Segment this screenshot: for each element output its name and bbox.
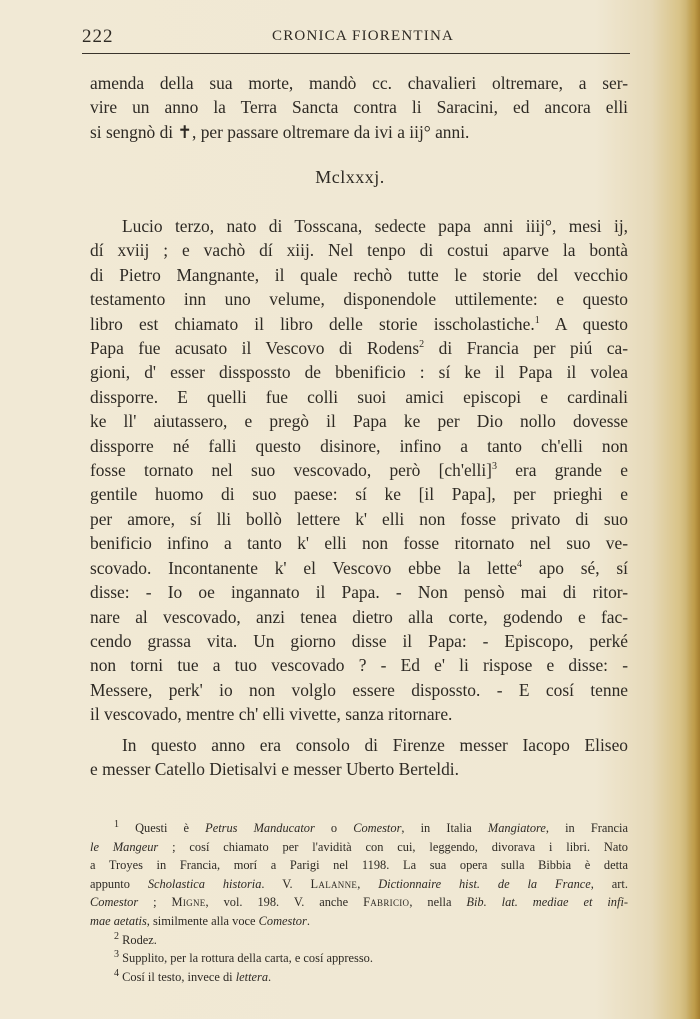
text-segment: era grande e bbox=[496, 460, 628, 481]
footnote-text: Fabricio bbox=[363, 895, 410, 910]
text-line bbox=[90, 336, 628, 360]
footnote-text: Rodez. bbox=[122, 932, 157, 947]
footnote-text: Comestor bbox=[90, 895, 139, 910]
text-line bbox=[90, 312, 628, 336]
text-line: si sengnò di ✝, per passare oltremare da ivi a iij° anni. bbox=[90, 121, 470, 142]
text-line: Messere, perk' io non volglo essere dispossto. - E cosí tenne bbox=[90, 679, 628, 700]
text-line: il vescovado, mentre ch' elli vivette, sanza ritornare. bbox=[90, 704, 453, 725]
footnote-text: Dictionnaire hist. de la France bbox=[378, 876, 591, 891]
footnote-text: Supplito, per la rottura della carta, e cosí appresso. bbox=[122, 951, 373, 966]
text-line: non torni tue a tuo vescovado ? - Ed e' li rispose e disse: - bbox=[90, 655, 628, 676]
footnote-text: Questi è bbox=[135, 821, 206, 835]
footnote-text: Lalanne bbox=[310, 876, 358, 891]
footnote-2-line bbox=[90, 931, 628, 950]
text-line: cendo grassa vita. Un giorno disse il Papa: - Episcopo, perké bbox=[90, 630, 628, 651]
footnote-text: , in Francia bbox=[545, 821, 628, 835]
footnote-number: 3 bbox=[114, 949, 119, 961]
text-line: amenda della sua morte, mandò cc. chavalieri oltremare, a ser- bbox=[90, 73, 628, 93]
text-line: dí xviij ; e vachò dí xiij. Nel tenpo di costui aparve la bontà bbox=[90, 240, 628, 261]
footnote-text: Bib. lat. mediae et infi- bbox=[466, 895, 629, 910]
footnote-text: . bbox=[306, 913, 310, 928]
footnote-text: Petrus Manducator bbox=[205, 821, 315, 835]
footnote-text: , nella bbox=[409, 895, 467, 910]
footnote-text: o bbox=[314, 821, 354, 835]
footnote-text: ; cosí chiamato per l'avidità con cui, leggendo, divorava i libri. Nato bbox=[158, 839, 629, 854]
text-line bbox=[90, 556, 628, 580]
text-segment: A questo bbox=[539, 313, 628, 334]
footnotes bbox=[90, 819, 628, 986]
footnote-text: , vol. 198. V. anche bbox=[205, 895, 364, 910]
text-line: Lucio terzo, nato di Tosscana, sedecte papa anni iiij°, mesi ij, bbox=[122, 216, 628, 236]
footnote-text: Scholastica historia bbox=[147, 876, 262, 891]
footnote-text: Migne bbox=[171, 895, 206, 910]
text-segment: Papa fue acusato il Vescovo di Rodens bbox=[90, 338, 420, 359]
year-heading: Mclxxxj. bbox=[315, 167, 385, 187]
text-segment: scovado. Incontanente k' el Vescovo ebbe la lette bbox=[90, 557, 518, 578]
footnote-marker[interactable]: 3 bbox=[491, 461, 497, 473]
footnote-1-line bbox=[90, 893, 628, 912]
footnote-text: . V. bbox=[261, 876, 311, 891]
footnote-text: Cosí il testo, invece di bbox=[122, 969, 236, 984]
footnote-text: le Mangeur bbox=[90, 839, 159, 854]
footnote-1-line: a Troyes in Francia, morí a Parigi nel 1198. La sua opera sulla Bibbia è detta bbox=[90, 858, 628, 873]
footnote-text: , in Italia bbox=[401, 821, 488, 835]
running-title: CRONICA FIORENTINA bbox=[272, 28, 455, 44]
footnote-text: Comestor bbox=[258, 913, 307, 928]
footnote-marker[interactable]: 2 bbox=[419, 339, 425, 351]
footnote-marker[interactable]: 1 bbox=[534, 314, 540, 326]
text-line: nare al vescovado, anzi tenea dietro alla corte, godendo e fac- bbox=[90, 606, 628, 627]
footnote-1-line bbox=[90, 838, 628, 857]
text-segment: apo sé, sí bbox=[522, 557, 628, 578]
footnote-text: ; bbox=[138, 895, 172, 910]
text-line: disse: - Io oe ingannato il Papa. - Non pensò mai di ritor- bbox=[90, 582, 628, 603]
footnote-4-line bbox=[90, 968, 628, 987]
footnote-text: , bbox=[357, 876, 379, 891]
text-line: per amore, sí lli bollò lettere k' elli non fosse privato di suo bbox=[90, 508, 628, 529]
text-block-continuation bbox=[90, 71, 628, 144]
text-line: benificio infino a tanto k' elli non fosse ritornato nel suo ve- bbox=[90, 533, 628, 554]
page-edge-shadow bbox=[686, 0, 700, 1019]
footnote-1-line bbox=[90, 875, 628, 894]
footnote-number: 4 bbox=[114, 967, 119, 979]
text-line: dissporre né falli questo disinore, infino a tanto ch'elli non bbox=[90, 435, 628, 456]
footnote-number: 1 bbox=[114, 818, 119, 830]
footnote-1-line bbox=[90, 912, 628, 931]
footnote-3-line bbox=[90, 949, 628, 968]
footnote-text: mae aetatis bbox=[90, 913, 147, 928]
footnote-number: 2 bbox=[114, 930, 119, 942]
header-rule bbox=[82, 53, 630, 54]
text-line: ke ll' aiutassero, e pregò il Papa ke per Dio nollo dovesse bbox=[90, 411, 628, 432]
text-line: e messer Catello Dietisalvi e messer Uberto Berteldi. bbox=[90, 759, 459, 780]
footnote-1-line bbox=[90, 819, 628, 838]
text-line: di Pietro Mangnante, il quale rechò tutte le storie del vecchio bbox=[90, 264, 628, 285]
text-segment: di Francia per piú ca- bbox=[424, 338, 628, 359]
footnote-text: Comestor bbox=[353, 821, 402, 835]
text-segment: libro est chiamato il libro delle storie isscholastiche. bbox=[90, 313, 535, 334]
footnote-text: , similmente alla voce bbox=[146, 913, 259, 928]
text-line: dissporre. E quelli fue colli suoi amici episcopi e cardinali bbox=[90, 386, 628, 407]
footnote-text: appunto bbox=[90, 876, 148, 891]
footnote-marker[interactable]: 4 bbox=[517, 558, 523, 570]
text-line: gentile huomo di suo paese: sí ke [il Papa], per prieghi e bbox=[90, 484, 628, 505]
footnote-text: , art. bbox=[590, 876, 628, 891]
page-number: 222 bbox=[82, 26, 114, 47]
text-block-consuls bbox=[90, 733, 628, 782]
footnote-text: Mangiatore bbox=[487, 821, 546, 835]
footnote-text: . bbox=[268, 969, 272, 984]
text-line: In questo anno era consolo di Firenze messer Iacopo Eliseo bbox=[122, 735, 628, 755]
text-line: testamento inn uno velume, disponendole uttilemente: e questo bbox=[90, 289, 628, 310]
text-segment: fosse tornato nel suo vescovado, però [ch'elli] bbox=[90, 460, 492, 481]
text-line bbox=[90, 458, 628, 482]
text-line: vire un anno la Terra Sancta contra li Saracini, ed ancora elli bbox=[90, 97, 628, 118]
text-block-main bbox=[90, 214, 628, 727]
running-head bbox=[82, 26, 630, 52]
footnote-text: lettera bbox=[235, 969, 269, 984]
text-line: gioni, d' esser disspossto de bbenificio : sí ke il Papa il volea bbox=[90, 362, 628, 383]
